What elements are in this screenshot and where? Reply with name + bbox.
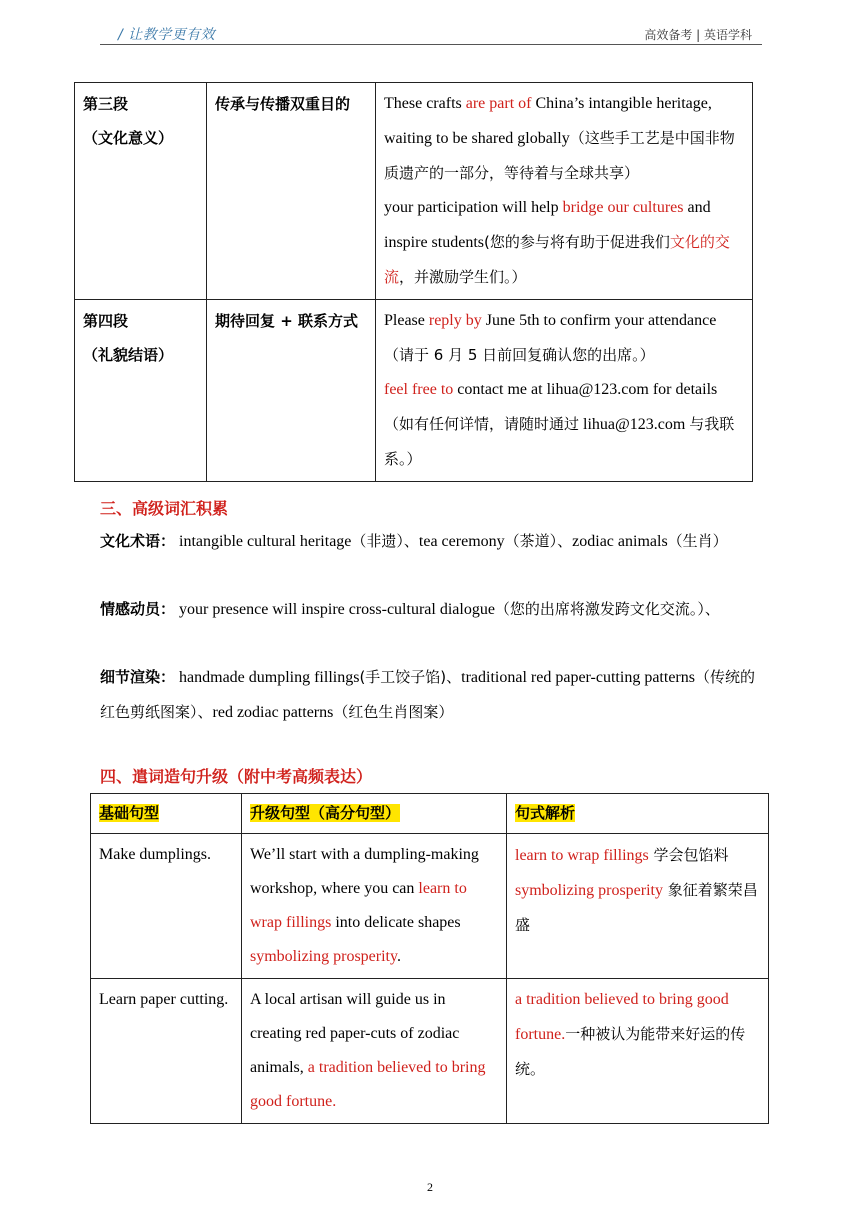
text-segment: 学会包馅料 [648, 846, 729, 864]
purpose-cell: 期待回复 + 联系方式 [207, 300, 376, 482]
vocab-section-title: 三、高级词汇积累 [100, 499, 229, 518]
upgraded-sentence-cell [242, 979, 507, 1124]
highlighted-phrase: are part of [465, 95, 532, 112]
paragraph-structure-table [74, 82, 753, 482]
content-line [384, 304, 746, 373]
text-segment: （如有任何详情，请随时通过 [384, 415, 580, 433]
table-row [91, 834, 769, 979]
text-segment: （您的出席将激发跨文化交流。）、 [494, 600, 720, 618]
section-name: 第四段 [83, 312, 129, 330]
vocab-text [175, 533, 728, 550]
upgraded-sentence-cell [242, 834, 507, 979]
text-segment: （红色生肖图案） [333, 703, 454, 721]
basic-sentence-cell: Learn paper cutting. [91, 979, 242, 1124]
sentence-upgrade-table [90, 793, 769, 1124]
text-segment: intangible cultural heritage [175, 533, 352, 550]
text-segment: （传统的红色剪纸图案）、 [100, 668, 755, 721]
highlighted-phrase: bridge our cultures [562, 199, 684, 216]
table-row [75, 83, 753, 300]
content-line [384, 87, 746, 191]
text-segment: （非遗）、 [351, 532, 419, 550]
content-line [384, 191, 746, 295]
text-segment: （这些手工艺是中国非物质遗产的一部分，等待着与全球共享） [384, 129, 735, 182]
text-segment: red zodiac patterns [212, 704, 334, 721]
text-segment: These crafts [384, 95, 466, 112]
highlighted-phrase: a tradition believed to bring good fortune. [250, 1059, 486, 1110]
section-cell [75, 300, 207, 482]
vocab-item [100, 592, 764, 627]
purpose-cell: 传承与传播双重目的 [207, 83, 376, 300]
header-slogan: / 让教学更有效 [118, 27, 216, 43]
highlighted-phrase: symbolizing prosperity [515, 882, 663, 899]
content-cell [376, 300, 753, 482]
highlighted-phrase: learn to wrap fillings [250, 880, 467, 931]
text-segment: China’s intangible heritage, waiting to be shared globally [384, 95, 712, 147]
highlighted-phrase: 文化的交流 [384, 233, 730, 286]
text-segment: 象征着繁荣昌盛 [515, 881, 758, 934]
text-segment: （请于 6 月 5 日前回复确认您的出席。） [384, 346, 655, 364]
section-sub: （礼貌结语） [83, 346, 174, 364]
content-line [384, 373, 746, 477]
vocab-text [100, 669, 755, 721]
highlighted-phrase: a tradition believed to bring good fortune. [515, 991, 729, 1043]
table-header-row [91, 794, 769, 834]
text-segment: your presence will inspire cross-cultural dialogue [175, 601, 495, 618]
header-subject: 高效备考 | 英语学科 [644, 28, 752, 42]
text-segment: Please [384, 312, 429, 329]
highlighted-phrase: learn to wrap fillings [515, 847, 649, 864]
text-segment: （生肖） [667, 532, 728, 550]
text-segment: 一种被认为能带来好运的传统。 [515, 1025, 746, 1078]
vocab-label: 情感动员： [100, 600, 176, 618]
table-row [91, 979, 769, 1124]
text-segment: tea ceremony [418, 533, 505, 550]
highlighted-phrase: symbolizing prosperity [250, 948, 397, 965]
section-name: 第三段 [83, 95, 129, 113]
column-header: 升级句型（高分句型） [242, 794, 507, 834]
page-number: 2 [427, 1180, 433, 1194]
highlighted-phrase: reply by [428, 312, 482, 329]
column-header: 句式解析 [507, 794, 769, 834]
analysis-cell [507, 834, 769, 979]
highlighted-phrase: feel free to [384, 381, 454, 398]
vocab-item [100, 524, 764, 559]
text-segment: traditional red paper-cutting patterns [461, 669, 695, 686]
text-segment: your participation will help [384, 199, 563, 216]
text-segment: (手工饺子馅)、 [359, 668, 462, 686]
text-segment: handmade dumpling fillings [175, 669, 360, 686]
header-divider [100, 44, 762, 45]
text-segment: We’ll start with a dumpling-making workshop, where you can [250, 846, 479, 897]
basic-sentence-cell: Make dumplings. [91, 834, 242, 979]
text-segment: A local artisan will guide us in creating red paper-cuts of zodiac animals, [250, 991, 460, 1076]
text-segment: lihua@123.com [579, 416, 690, 433]
vocab-label: 文化术语： [100, 532, 176, 550]
text-segment: (您的参与将有助于促进我们 [484, 233, 670, 251]
sentence-section-title: 四、遣词造句升级（附中考高频表达） [100, 767, 373, 786]
text-segment: and inspire students [384, 199, 711, 251]
text-segment: zodiac animals [572, 533, 668, 550]
text-segment: （茶道）、 [504, 532, 573, 550]
column-header: 基础句型 [91, 794, 242, 834]
table-row [75, 300, 753, 482]
analysis-cell [507, 979, 769, 1124]
text-segment: into delicate shapes [331, 914, 461, 931]
text-segment: contact me at lihua@123.com for details [453, 381, 718, 398]
text-segment: . [396, 948, 401, 965]
vocab-item [100, 660, 764, 730]
text-segment: June 5th to confirm your attendance [481, 312, 717, 329]
content-cell [376, 83, 753, 300]
section-cell [75, 83, 207, 300]
section-sub: （文化意义） [83, 129, 174, 147]
text-segment: 与我联系。） [384, 415, 735, 468]
vocab-text [175, 601, 720, 618]
text-segment: ，并激励学生们。） [399, 268, 527, 286]
vocab-label: 细节渲染： [100, 668, 176, 686]
